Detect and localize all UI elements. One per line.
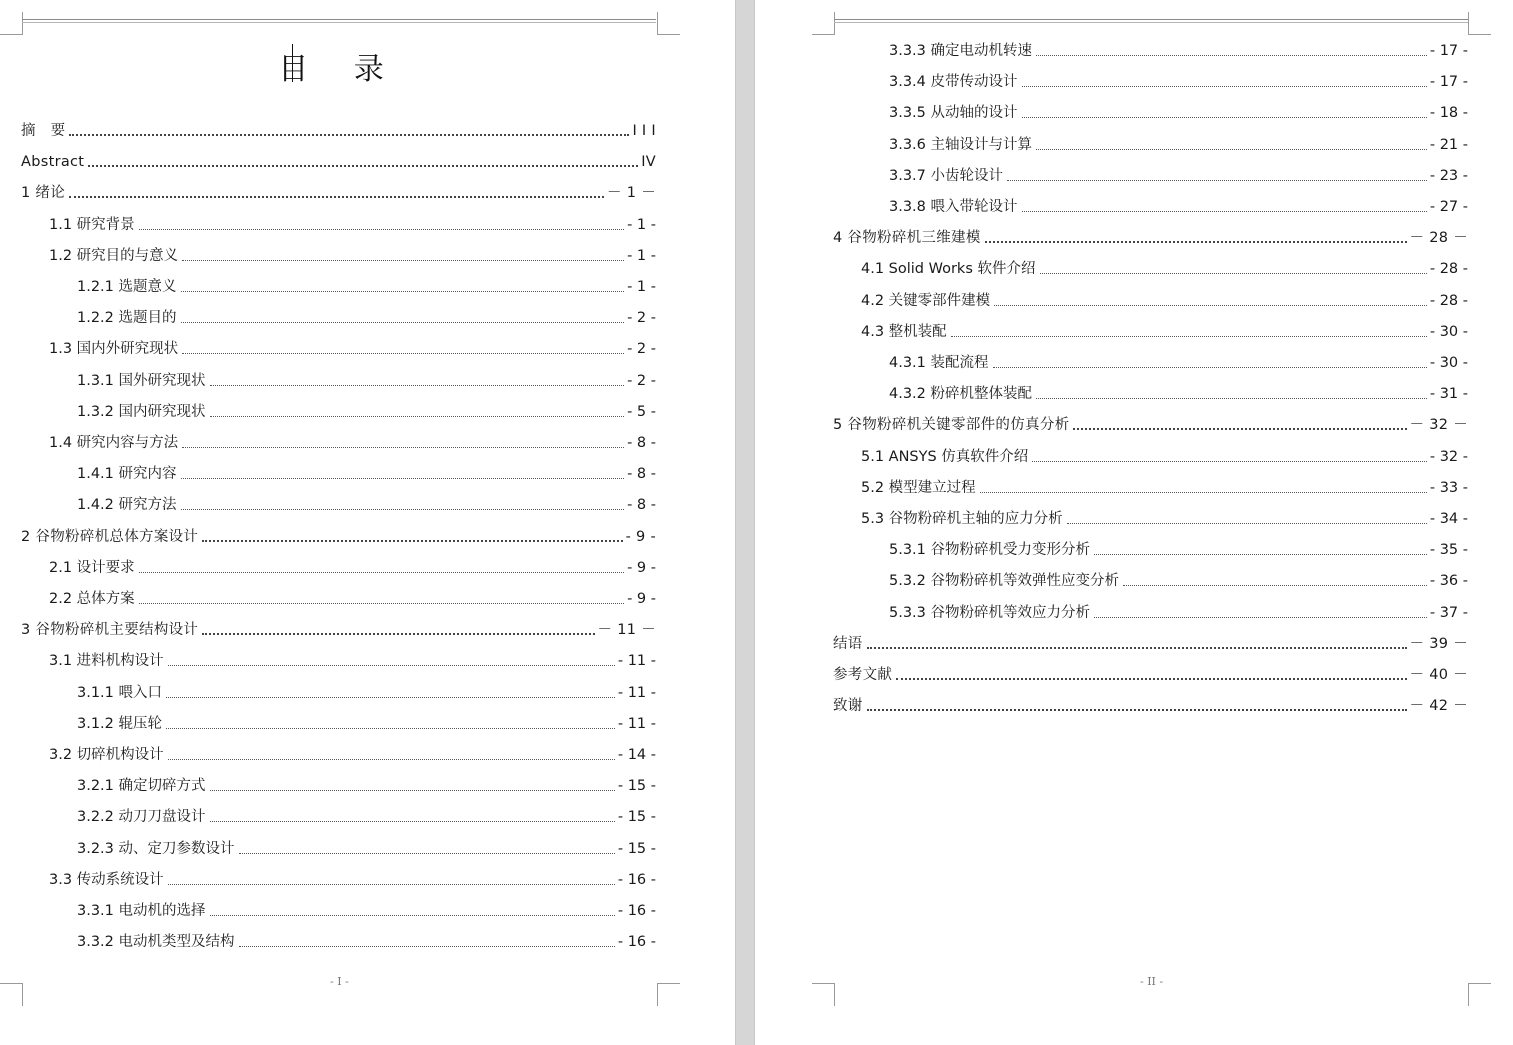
toc-entry[interactable] — [889, 538, 1468, 560]
toc-leader-dots — [239, 853, 615, 854]
toc-entry-label: 3.3 传动系统设计 — [49, 872, 164, 888]
toc-entry[interactable] — [833, 226, 1468, 248]
toc-entry-page-number: - 35 - — [1429, 542, 1468, 558]
toc-entry-label: 1 绪论 — [21, 185, 66, 201]
toc-entry-page-number: - 30 - — [1429, 324, 1468, 340]
toc-leader-dots — [168, 884, 615, 885]
toc-leader-dots — [994, 305, 1427, 306]
toc-entry-label: 2.1 设计要求 — [49, 560, 135, 576]
toc-entry-page-number: - 8 - — [627, 435, 656, 451]
toc-leader-dots — [1036, 398, 1427, 399]
toc-entry[interactable] — [21, 119, 656, 141]
toc-entry-label: 3.2.2 动刀刀盘设计 — [77, 809, 206, 825]
toc-leader-dots — [896, 678, 1406, 680]
toc-entry-page-number: － 40 － — [1409, 667, 1468, 683]
toc-entry-page-number: － 28 － — [1409, 230, 1468, 246]
toc-entry-label: 1.3.1 国外研究现状 — [77, 373, 206, 389]
crop-mark-bottom-left — [0, 983, 23, 1006]
toc-entry-label: 5.1 ANSYS 仿真软件介绍 — [861, 449, 1029, 465]
toc-entry-label: 1.4 研究内容与方法 — [49, 435, 179, 451]
toc-entry[interactable] — [889, 569, 1468, 591]
toc-entry[interactable] — [49, 743, 656, 765]
toc-leader-dots — [166, 728, 615, 729]
toc-entry[interactable] — [49, 649, 656, 671]
toc-leader-dots — [951, 336, 1427, 337]
toc-leader-dots — [182, 447, 624, 448]
toc-leader-dots — [1094, 617, 1427, 618]
toc-entry-label: 2.2 总体方案 — [49, 591, 135, 607]
header-rule-inner — [22, 22, 656, 23]
toc-leader-dots — [210, 385, 625, 386]
toc-entry[interactable] — [889, 70, 1468, 92]
toc-entry-page-number: - 34 - — [1429, 511, 1468, 527]
toc-entry[interactable] — [49, 587, 656, 609]
toc-entry[interactable] — [833, 663, 1468, 685]
toc-leader-dots — [1067, 523, 1427, 524]
toc-entry[interactable] — [49, 337, 656, 359]
toc-entry[interactable] — [861, 257, 1468, 279]
toc-entry-label: 3.3.8 喂入带轮设计 — [889, 199, 1018, 215]
toc-leader-dots — [210, 821, 615, 822]
toc-entry-label: 3.3.5 从动轴的设计 — [889, 105, 1018, 121]
toc-entry-page-number: - 2 - — [627, 341, 656, 357]
toc-leader-dots — [202, 633, 594, 635]
toc-entry-page-number: - 11 - — [617, 685, 656, 701]
toc-entry-page-number: - 30 - — [1429, 355, 1468, 371]
header-rule-inner — [834, 22, 1468, 23]
toc-leader-dots — [69, 134, 629, 136]
toc-entry[interactable] — [21, 150, 656, 172]
toc-entry-label: 4.2 关键零部件建模 — [861, 293, 991, 309]
toc-entry-page-number: － 39 － — [1409, 636, 1468, 652]
toc-entry[interactable] — [21, 525, 656, 547]
toc-entry[interactable] — [861, 507, 1468, 529]
toc-leader-dots — [168, 759, 615, 760]
toc-entry[interactable] — [77, 306, 656, 328]
toc-entry[interactable] — [77, 275, 656, 297]
toc-entry-label: 3.3.3 确定电动机转速 — [889, 43, 1033, 59]
toc-entry[interactable] — [861, 476, 1468, 498]
toc-leader-dots — [867, 709, 1407, 711]
toc-leader-dots — [166, 697, 615, 698]
toc-entry-page-number: － 11 － — [597, 622, 656, 638]
toc-entry-page-number: - 23 - — [1429, 168, 1468, 184]
toc-entry-label: 3.1.2 辊压轮 — [77, 716, 163, 732]
toc-leader-dots — [210, 790, 615, 791]
toc-entry-page-number: - 14 - — [617, 747, 656, 763]
toc-entry-label: 结语 — [833, 636, 863, 652]
toc-entry-label: 3.2.1 确定切碎方式 — [77, 778, 206, 794]
toc-entry-label: Abstract — [21, 154, 85, 170]
toc-entry-page-number: - 8 - — [627, 497, 656, 513]
toc-entry-page-number: - 17 - — [1429, 74, 1468, 90]
toc-entry-page-number: - 9 - — [625, 529, 656, 545]
document-page-1 — [0, 0, 735, 1045]
toc-leader-dots — [202, 540, 622, 542]
toc-entry-page-number: - 37 - — [1429, 605, 1468, 621]
toc-entry-label: 4.3 整机装配 — [861, 324, 947, 340]
toc-entry-label: 致谢 — [833, 698, 863, 714]
toc-entry-label: 2 谷物粉碎机总体方案设计 — [21, 529, 199, 545]
toc-leader-dots — [985, 241, 1407, 243]
toc-entry-label: 3.3.7 小齿轮设计 — [889, 168, 1004, 184]
toc-leader-dots — [1123, 585, 1427, 586]
toc-leader-dots — [139, 572, 624, 573]
toc-entry-page-number: - 21 - — [1429, 137, 1468, 153]
toc-entry-page-number: - 2 - — [627, 373, 656, 389]
toc-entry-label: 1.3.2 国内研究现状 — [77, 404, 206, 420]
toc-entry-page-number: - 9 - — [627, 591, 656, 607]
toc-entry[interactable] — [77, 400, 656, 422]
toc-entry-page-number: - 15 - — [617, 809, 656, 825]
toc-entry-page-number: - 36 - — [1429, 573, 1468, 589]
toc-entry[interactable] — [49, 431, 656, 453]
toc-leader-dots — [139, 603, 624, 604]
toc-entry-page-number: - 28 - — [1429, 261, 1468, 277]
toc-leader-dots — [239, 946, 615, 947]
toc-leader-dots — [1036, 149, 1427, 150]
toc-entry-label: 3.2.3 动、定刀参数设计 — [77, 841, 235, 857]
toc-leader-dots — [1007, 180, 1427, 181]
toc-entry[interactable] — [21, 618, 656, 640]
crop-mark-top-right — [1468, 12, 1491, 35]
toc-entry-label: 5.2 模型建立过程 — [861, 480, 976, 496]
toc-entry[interactable] — [833, 694, 1468, 716]
toc-leader-dots — [181, 291, 625, 292]
toc-entry-label: 1.3 国内外研究现状 — [49, 341, 179, 357]
toc-entry[interactable] — [833, 413, 1468, 435]
toc-entry[interactable] — [49, 556, 656, 578]
toc-leader-dots — [210, 416, 625, 417]
toc-entry-page-number: IV — [641, 154, 656, 170]
toc-entry-page-number: - 1 - — [627, 217, 656, 233]
toc-entry[interactable] — [49, 244, 656, 266]
toc-entry-page-number: - 15 - — [617, 841, 656, 857]
toc-entry[interactable] — [21, 181, 656, 203]
toc-entry[interactable] — [77, 462, 656, 484]
toc-entry[interactable] — [861, 320, 1468, 342]
toc-entry-page-number: － 32 － — [1409, 417, 1468, 433]
crop-mark-bottom-right — [1468, 983, 1491, 1006]
toc-entry-label: 3 谷物粉碎机主要结构设计 — [21, 622, 199, 638]
document-page-2 — [755, 0, 1513, 1045]
toc-entry-page-number: - 15 - — [617, 778, 656, 794]
toc-leader-dots — [181, 509, 625, 510]
toc-leader-dots — [1040, 273, 1427, 274]
toc-entry-label: 1.2.1 选题意义 — [77, 279, 177, 295]
toc-entry-label: 4.1 Solid Works 软件介绍 — [861, 261, 1036, 277]
toc-leader-dots — [139, 229, 624, 230]
crop-mark-bottom-left — [812, 983, 835, 1006]
page-footer-number: - I - — [330, 975, 349, 988]
toc-entry[interactable] — [889, 195, 1468, 217]
toc-entry-label: 1.1 研究背景 — [49, 217, 135, 233]
toc-entry-label: 5.3.1 谷物粉碎机受力变形分析 — [889, 542, 1091, 558]
toc-entry-label: 3.3.6 主轴设计与计算 — [889, 137, 1033, 153]
toc-entry-label: 5 谷物粉碎机关键零部件的仿真分析 — [833, 417, 1070, 433]
toc-entry-page-number: - 1 - — [627, 279, 656, 295]
toc-entry[interactable] — [77, 930, 656, 952]
toc-entry[interactable] — [889, 351, 1468, 373]
toc-entry-label: 1.2 研究目的与意义 — [49, 248, 179, 264]
page-footer-number: - II - — [1140, 975, 1164, 988]
toc-entry-page-number: - 1 - — [627, 248, 656, 264]
toc-entry-page-number: I I I — [632, 123, 656, 139]
toc-entry[interactable] — [833, 632, 1468, 654]
toc-entry-page-number: - 11 - — [617, 716, 656, 732]
toc-entry-page-number: - 28 - — [1429, 293, 1468, 309]
toc-leader-dots — [1094, 554, 1427, 555]
toc-entry-page-number: - 5 - — [627, 404, 656, 420]
toc-entry-label: 5.3 谷物粉碎机主轴的应力分析 — [861, 511, 1063, 527]
toc-leader-dots — [1036, 55, 1427, 56]
toc-leader-dots — [867, 647, 1407, 649]
toc-entry[interactable] — [77, 369, 656, 391]
toc-entry[interactable] — [77, 774, 656, 796]
toc-entry[interactable] — [49, 868, 656, 890]
toc-entry-label: 4 谷物粉碎机三维建模 — [833, 230, 981, 246]
crop-mark-bottom-right — [657, 983, 680, 1006]
toc-leader-dots — [980, 492, 1427, 493]
toc-leader-dots — [181, 478, 625, 479]
toc-leader-dots — [1022, 117, 1427, 118]
crop-mark-top-left — [0, 12, 23, 35]
toc-entry[interactable] — [77, 712, 656, 734]
toc-entry-label: 摘 要 — [21, 123, 66, 139]
toc-entry[interactable] — [889, 601, 1468, 623]
toc-entry-page-number: － 42 － — [1409, 698, 1468, 714]
toc-entry-label: 3.2 切碎机构设计 — [49, 747, 164, 763]
toc-entry-label: 3.3.1 电动机的选择 — [77, 903, 206, 919]
toc-leader-dots — [69, 196, 604, 198]
toc-entry-page-number: - 32 - — [1429, 449, 1468, 465]
toc-entry-label: 参考文献 — [833, 667, 893, 683]
toc-leader-dots — [1022, 86, 1427, 87]
toc-entry-label: 3.1.1 喂入口 — [77, 685, 163, 701]
page-gutter — [735, 0, 755, 1045]
toc-leader-dots — [993, 367, 1427, 368]
toc-entry-label: 1.2.2 选题目的 — [77, 310, 177, 326]
toc-leader-dots — [168, 665, 615, 666]
toc-entry[interactable] — [889, 101, 1468, 123]
toc-leader-dots — [182, 353, 624, 354]
toc-entry[interactable] — [861, 445, 1468, 467]
header-rule — [834, 19, 1468, 20]
toc-leader-dots — [1022, 211, 1427, 212]
toc-entry[interactable] — [861, 289, 1468, 311]
toc-leader-dots — [181, 322, 625, 323]
toc-entry[interactable] — [77, 681, 656, 703]
toc-entry-label: 3.3.4 皮带传动设计 — [889, 74, 1018, 90]
toc-leader-dots — [1073, 428, 1406, 430]
toc-entry-label: 1.4.2 研究方法 — [77, 497, 177, 513]
toc-entry-label: 3.3.2 电动机类型及结构 — [77, 934, 235, 950]
crop-mark-top-left — [812, 12, 835, 35]
toc-entry[interactable] — [77, 805, 656, 827]
toc-entry-page-number: - 33 - — [1429, 480, 1468, 496]
toc-entry-label: 1.4.1 研究内容 — [77, 466, 177, 482]
toc-leader-dots — [210, 915, 615, 916]
toc-entry[interactable] — [889, 164, 1468, 186]
toc-entry[interactable] — [889, 382, 1468, 404]
header-rule — [22, 19, 656, 20]
toc-entry-page-number: - 11 - — [617, 653, 656, 669]
toc-entry[interactable] — [889, 133, 1468, 155]
toc-leader-dots — [88, 165, 638, 167]
toc-entry[interactable] — [77, 493, 656, 515]
toc-entry-page-number: － 1 － — [607, 185, 656, 201]
toc-entry-page-number: - 18 - — [1429, 105, 1468, 121]
toc-entry-page-number: - 8 - — [627, 466, 656, 482]
toc-entry-label: 5.3.3 谷物粉碎机等效应力分析 — [889, 605, 1091, 621]
toc-entry-label: 5.3.2 谷物粉碎机等效弹性应变分析 — [889, 573, 1120, 589]
toc-entry-label: 3.1 进料机构设计 — [49, 653, 164, 669]
toc-entry[interactable] — [889, 39, 1468, 61]
toc-entry-page-number: - 31 - — [1429, 386, 1468, 402]
toc-entry-label: 4.3.1 装配流程 — [889, 355, 989, 371]
toc-entry-label: 4.3.2 粉碎机整体装配 — [889, 386, 1033, 402]
toc-entry[interactable] — [49, 213, 656, 235]
toc-entry-page-number: - 27 - — [1429, 199, 1468, 215]
toc-entry-page-number: - 9 - — [627, 560, 656, 576]
toc-entry-page-number: - 17 - — [1429, 43, 1468, 59]
toc-leader-dots — [182, 260, 624, 261]
toc-entry-page-number: - 16 - — [617, 903, 656, 919]
toc-entry-page-number: - 16 - — [617, 934, 656, 950]
toc-leader-dots — [1032, 461, 1427, 462]
toc-entry[interactable] — [77, 899, 656, 921]
toc-entry-page-number: - 16 - — [617, 872, 656, 888]
crop-mark-top-right — [657, 12, 680, 35]
toc-entry[interactable] — [77, 837, 656, 859]
page-title[interactable]: 目 录 — [278, 52, 402, 87]
toc-entry-page-number: - 2 - — [627, 310, 656, 326]
